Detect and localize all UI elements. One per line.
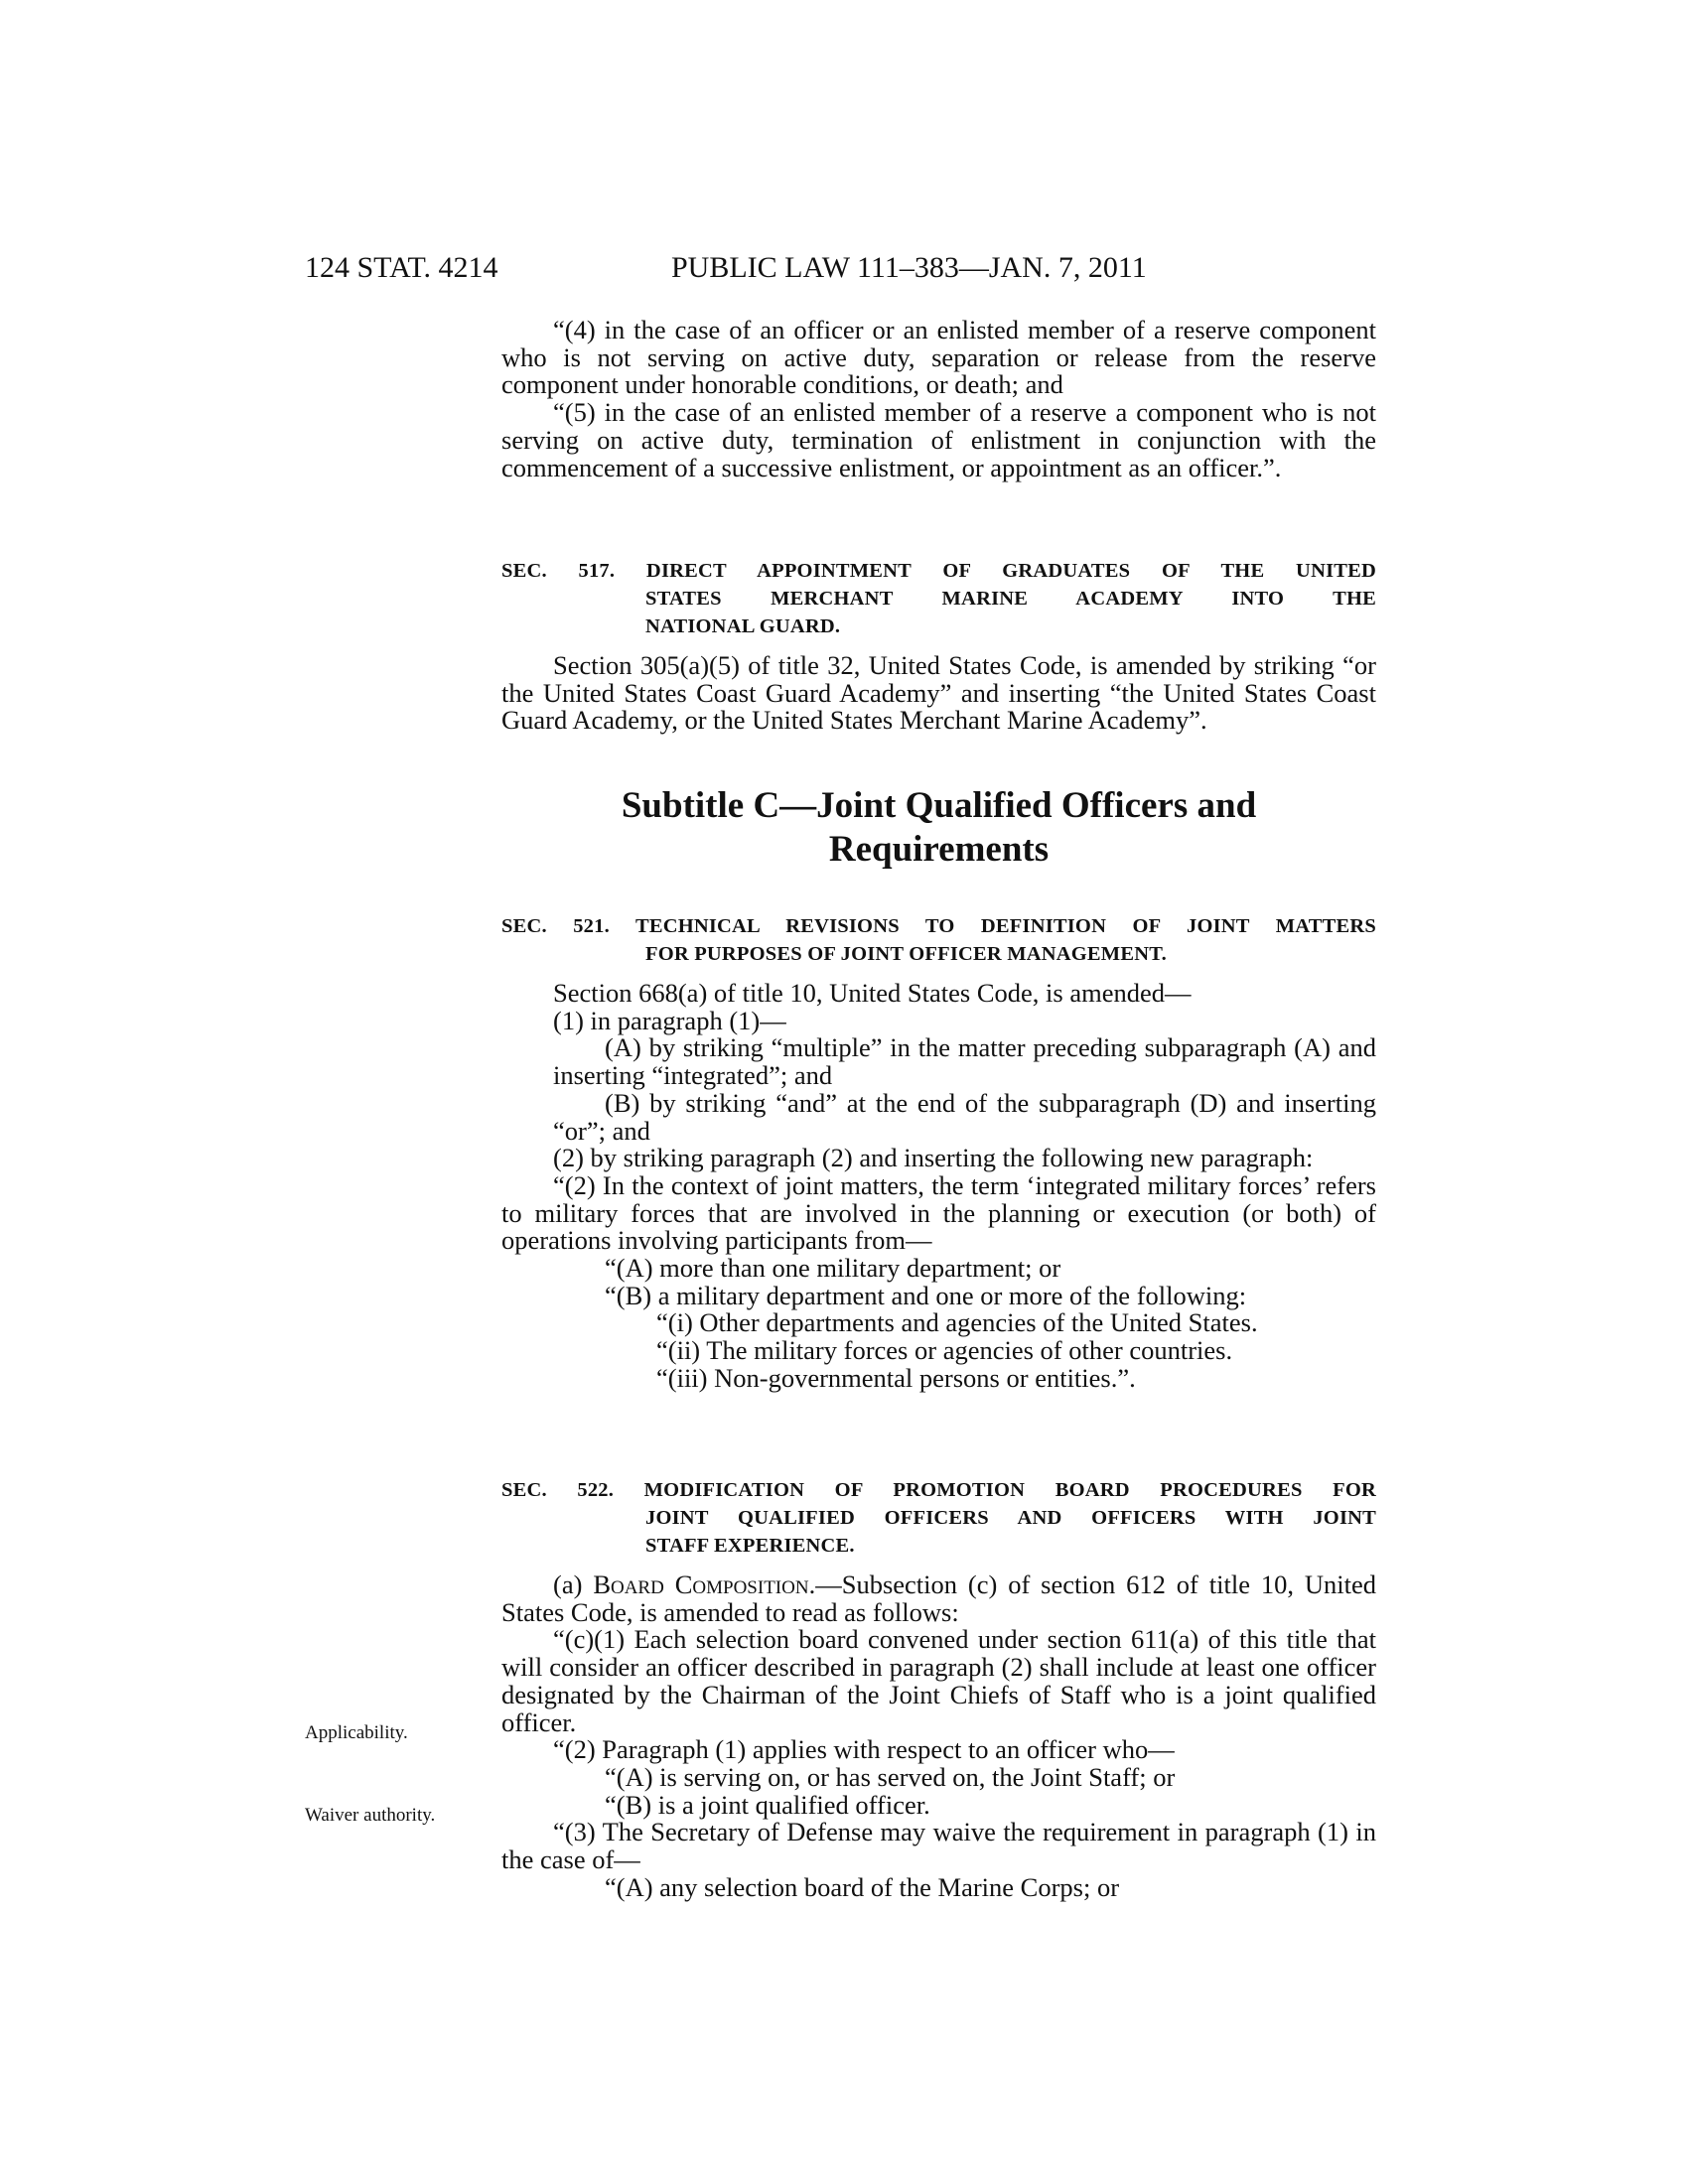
section-522-c2A: “(A) is serving on, or has served on, the Joint Staff; or (605, 1761, 1176, 1792)
section-521-heading-line1: SEC. 521. TECHNICAL REVISIONS TO DEFINITION OF JOINT MATTERS (501, 915, 1376, 937)
running-head (305, 250, 1218, 290)
section-517-heading-line1: SEC. 517. DIRECT APPOINTMENT OF GRADUATES OF THE UNITED (501, 560, 1376, 582)
section-522-subsection-a (501, 1571, 1376, 1626)
section-521-quote-2: “(2) In the context of joint matters, the term ‘integrated military forces’ refers to military forces that are involved in the planning or execution (or both) of operations involving participants from— (501, 1169, 1376, 1256)
section-522-c2B: “(B) is a joint qualified officer. (605, 1789, 930, 1820)
section-517 (501, 557, 1376, 735)
continuation-block (501, 317, 1376, 481)
subtitle-line1: Subtitle C—Joint Qualified Officers and (621, 785, 1257, 826)
section-522-heading-line1: SEC. 522. MODIFICATION OF PROMOTION BOARD PROCEDURES FOR (501, 1479, 1376, 1501)
section-521-heading-line2: FOR PURPOSES OF JOINT OFFICER MANAGEMENT. (645, 943, 1167, 965)
section-517-heading-line3: NATIONAL GUARD. (645, 615, 841, 637)
section-521-quote-iii: “(iii) Non-governmental persons or entities.”. (656, 1362, 1136, 1393)
subtitle-heading (501, 784, 1376, 872)
section-521-heading (501, 912, 1376, 968)
section-517-text: Section 305(a)(5) of title 32, United States Code, is amended by striking “or the United States Coast Guard Academy” and inserting “the United States Coast Guard Academy, or the United States Merchant Marine Academy”. (501, 650, 1376, 736)
subsection-a-text: .—Subsection (c) of section 612 of title 10, United States Code, is amended to read as follows: (501, 1570, 1376, 1627)
section-521-item-1: (1) in paragraph (1)— (553, 1005, 786, 1035)
section-521-item-1A: (A) by striking “multiple” in the matter preceding subparagraph (A) and inserting “integrated”; and (553, 1032, 1376, 1091)
section-522-heading-line3: STAFF EXPERIENCE. (645, 1535, 855, 1557)
paragraph-5: “(5) in the case of an enlisted member of a reserve a component who is not serving on active duty, termination of enlistment in conjunction with the commencement of a successive enlistment, or appointment as an officer.”. (501, 397, 1376, 482)
section-522-c3: “(3) The Secretary of Defense may waive the requirement in paragraph (1) in the case of— (501, 1817, 1376, 1875)
subtitle-line2: Requirements (828, 829, 1050, 870)
subsection-a-prefix: (a) (553, 1570, 594, 1599)
section-521-quote-ii: “(ii) The military forces or agencies of other countries. (656, 1335, 1233, 1366)
stat-page-number: 124 STAT. 4214 (305, 251, 498, 284)
section-521 (501, 912, 1376, 1393)
margin-note-waiver-authority: Waiver authority. (305, 1805, 436, 1826)
section-517-heading (501, 557, 1376, 640)
section-521-quote-A: “(A) more than one military department; or (605, 1253, 1061, 1284)
section-522-heading-line2: JOINT QUALIFIED OFFICERS AND OFFICERS WITH JOINT (645, 1507, 1376, 1529)
section-522-c2: “(2) Paragraph (1) applies with respect to an officer who— (553, 1734, 1175, 1765)
section-522-heading (501, 1476, 1376, 1560)
section-522-c3A: “(A) any selection board of the Marine Corps; or (605, 1871, 1120, 1902)
section-521-item-1B: (B) by striking “and” at the end of the subparagraph (D) and inserting “or”; and (553, 1087, 1376, 1146)
section-522-c1: “(c)(1) Each selection board convened under section 611(a) of this title that will consider an officer described in paragraph (2) shall include at least one officer designated by the Chairman of the Joint Chiefs of Staff who is a joint qualified officer. (501, 1624, 1376, 1737)
subsection-a-caption: Board Composition (593, 1570, 809, 1599)
section-521-quote-i: “(i) Other departments and agencies of the United States. (656, 1307, 1258, 1338)
public-law-title: PUBLIC LAW 111–383—JAN. 7, 2011 (671, 251, 1147, 284)
section-522 (501, 1476, 1376, 1901)
section-521-quote-B: “(B) a military department and one or more of the following: (605, 1280, 1247, 1310)
margin-note-applicability: Applicability. (305, 1722, 408, 1743)
section-521-item-2: (2) by striking paragraph (2) and inserting the following new paragraph: (553, 1143, 1314, 1173)
section-517-heading-line2: STATES MERCHANT MARINE ACADEMY INTO THE (645, 588, 1376, 610)
paragraph-4: “(4) in the case of an officer or an enlisted member of a reserve component who is not serving on active duty, separation or release from the reserve component under honorable conditions, or death; and (501, 315, 1376, 400)
section-521-intro: Section 668(a) of title 10, United States Code, is amended— (553, 978, 1192, 1008)
